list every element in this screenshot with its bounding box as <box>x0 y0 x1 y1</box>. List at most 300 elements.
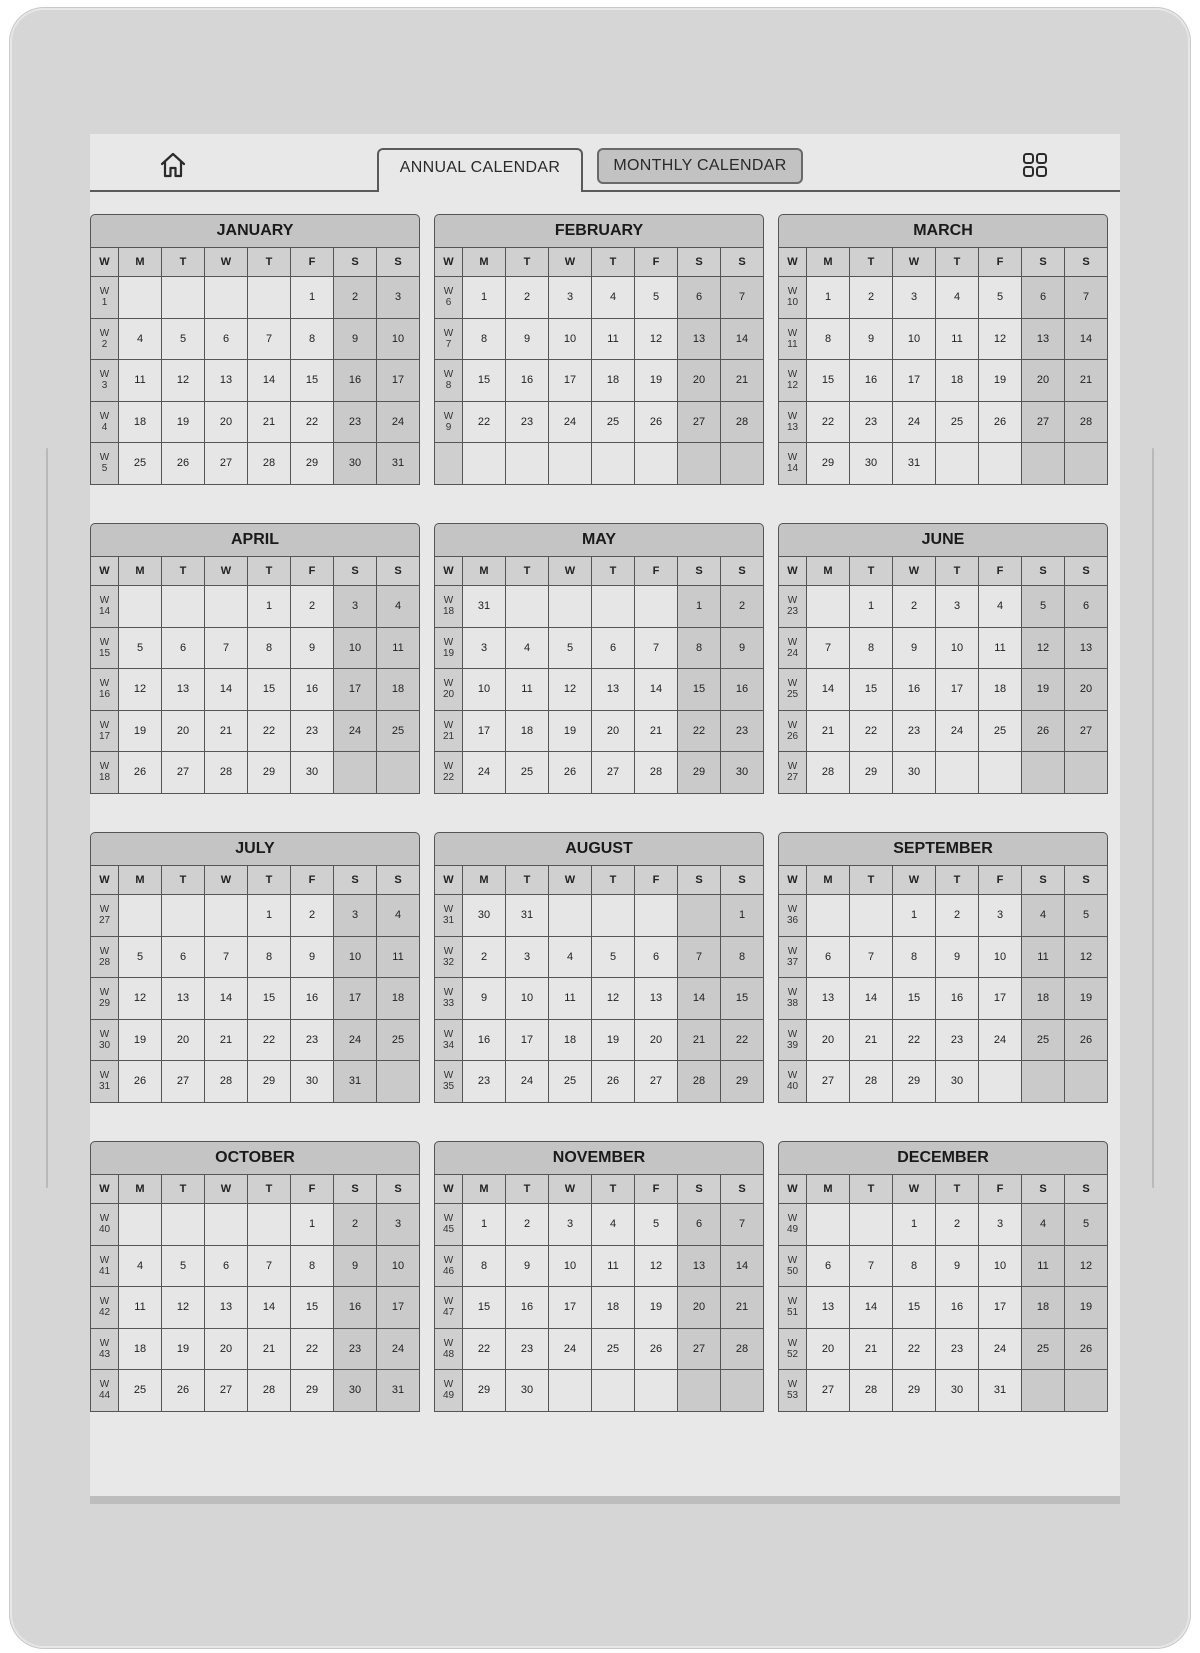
day-cell[interactable]: 31 <box>893 443 936 485</box>
day-cell[interactable]: 8 <box>291 1245 334 1287</box>
day-cell[interactable]: 27 <box>678 401 721 443</box>
day-cell[interactable]: 31 <box>463 586 506 628</box>
week-number-cell[interactable] <box>779 669 807 711</box>
day-cell[interactable]: 24 <box>334 710 377 752</box>
day-cell[interactable]: 28 <box>721 401 764 443</box>
day-cell[interactable]: 24 <box>506 1061 549 1103</box>
day-cell[interactable]: 2 <box>463 936 506 978</box>
day-cell[interactable]: 23 <box>893 710 936 752</box>
day-cell[interactable]: 17 <box>549 1287 592 1329</box>
day-cell[interactable]: 27 <box>592 752 635 794</box>
day-cell[interactable]: 2 <box>721 586 764 628</box>
day-cell[interactable] <box>592 1370 635 1412</box>
day-cell[interactable]: 16 <box>506 360 549 402</box>
day-cell[interactable]: 21 <box>721 1287 764 1329</box>
day-cell[interactable]: 4 <box>592 1204 635 1246</box>
day-cell[interactable]: 5 <box>119 936 162 978</box>
day-cell[interactable] <box>549 586 592 628</box>
day-cell[interactable] <box>377 752 420 794</box>
day-cell[interactable]: 29 <box>291 1370 334 1412</box>
day-cell[interactable]: 14 <box>205 669 248 711</box>
day-cell[interactable]: 22 <box>463 401 506 443</box>
day-cell[interactable]: 21 <box>678 1019 721 1061</box>
day-cell[interactable]: 5 <box>592 936 635 978</box>
day-cell[interactable]: 19 <box>592 1019 635 1061</box>
week-number-cell[interactable] <box>779 401 807 443</box>
day-cell[interactable] <box>119 895 162 937</box>
day-cell[interactable]: 24 <box>979 1328 1022 1370</box>
day-cell[interactable]: 7 <box>205 936 248 978</box>
day-cell[interactable] <box>119 277 162 319</box>
day-cell[interactable]: 17 <box>893 360 936 402</box>
day-cell[interactable]: 18 <box>592 360 635 402</box>
week-number-cell[interactable] <box>779 1370 807 1412</box>
day-cell[interactable]: 1 <box>248 586 291 628</box>
day-cell[interactable]: 13 <box>205 360 248 402</box>
week-number-cell[interactable] <box>91 1287 119 1329</box>
day-cell[interactable]: 25 <box>119 1370 162 1412</box>
week-number-cell[interactable] <box>435 978 463 1020</box>
day-cell[interactable]: 27 <box>162 1061 205 1103</box>
day-cell[interactable]: 5 <box>979 277 1022 319</box>
day-cell[interactable]: 17 <box>936 669 979 711</box>
day-cell[interactable]: 7 <box>1065 277 1108 319</box>
day-cell[interactable]: 25 <box>979 710 1022 752</box>
day-cell[interactable]: 11 <box>549 978 592 1020</box>
day-cell[interactable]: 30 <box>506 1370 549 1412</box>
day-cell[interactable]: 16 <box>463 1019 506 1061</box>
day-cell[interactable]: 9 <box>506 318 549 360</box>
day-cell[interactable]: 22 <box>721 1019 764 1061</box>
day-cell[interactable]: 30 <box>463 895 506 937</box>
day-cell[interactable]: 28 <box>248 443 291 485</box>
day-cell[interactable]: 16 <box>334 360 377 402</box>
day-cell[interactable]: 11 <box>119 360 162 402</box>
day-cell[interactable]: 24 <box>377 1328 420 1370</box>
week-number-cell[interactable] <box>435 710 463 752</box>
day-cell[interactable]: 13 <box>807 978 850 1020</box>
day-cell[interactable]: 28 <box>635 752 678 794</box>
day-cell[interactable]: 9 <box>506 1245 549 1287</box>
day-cell[interactable]: 17 <box>463 710 506 752</box>
day-cell[interactable]: 16 <box>893 669 936 711</box>
day-cell[interactable]: 28 <box>850 1061 893 1103</box>
day-cell[interactable]: 21 <box>1065 360 1108 402</box>
day-cell[interactable] <box>377 1061 420 1103</box>
day-cell[interactable]: 2 <box>936 1204 979 1246</box>
day-cell[interactable]: 14 <box>205 978 248 1020</box>
day-cell[interactable]: 7 <box>248 1245 291 1287</box>
day-cell[interactable] <box>205 1204 248 1246</box>
day-cell[interactable]: 23 <box>463 1061 506 1103</box>
day-cell[interactable]: 10 <box>377 318 420 360</box>
day-cell[interactable]: 9 <box>334 318 377 360</box>
day-cell[interactable]: 11 <box>119 1287 162 1329</box>
day-cell[interactable] <box>1022 1370 1065 1412</box>
day-cell[interactable]: 17 <box>334 669 377 711</box>
day-cell[interactable]: 17 <box>377 1287 420 1329</box>
day-cell[interactable]: 19 <box>1065 1287 1108 1329</box>
day-cell[interactable]: 20 <box>205 1328 248 1370</box>
day-cell[interactable]: 14 <box>248 1287 291 1329</box>
day-cell[interactable]: 10 <box>506 978 549 1020</box>
day-cell[interactable] <box>979 1061 1022 1103</box>
day-cell[interactable]: 31 <box>334 1061 377 1103</box>
month-title[interactable]: JULY <box>90 832 420 865</box>
day-cell[interactable]: 22 <box>893 1328 936 1370</box>
day-cell[interactable]: 9 <box>721 627 764 669</box>
day-cell[interactable]: 19 <box>1022 669 1065 711</box>
day-cell[interactable]: 30 <box>334 1370 377 1412</box>
day-cell[interactable]: 2 <box>850 277 893 319</box>
week-number-cell[interactable] <box>91 895 119 937</box>
day-cell[interactable]: 28 <box>205 752 248 794</box>
day-cell[interactable] <box>807 895 850 937</box>
day-cell[interactable]: 13 <box>678 318 721 360</box>
day-cell[interactable] <box>592 443 635 485</box>
day-cell[interactable]: 3 <box>377 277 420 319</box>
day-cell[interactable]: 3 <box>549 1204 592 1246</box>
day-cell[interactable]: 7 <box>248 318 291 360</box>
day-cell[interactable]: 28 <box>248 1370 291 1412</box>
day-cell[interactable]: 30 <box>291 1061 334 1103</box>
day-cell[interactable]: 23 <box>936 1019 979 1061</box>
day-cell[interactable]: 20 <box>162 1019 205 1061</box>
week-number-cell[interactable] <box>91 1328 119 1370</box>
day-cell[interactable] <box>850 1204 893 1246</box>
day-cell[interactable]: 19 <box>1065 978 1108 1020</box>
day-cell[interactable]: 26 <box>162 1370 205 1412</box>
day-cell[interactable]: 5 <box>1065 895 1108 937</box>
week-number-cell[interactable] <box>779 443 807 485</box>
day-cell[interactable]: 13 <box>205 1287 248 1329</box>
day-cell[interactable] <box>549 443 592 485</box>
day-cell[interactable]: 20 <box>807 1019 850 1061</box>
week-number-cell[interactable] <box>779 627 807 669</box>
day-cell[interactable]: 12 <box>635 318 678 360</box>
day-cell[interactable]: 8 <box>678 627 721 669</box>
day-cell[interactable]: 30 <box>721 752 764 794</box>
day-cell[interactable]: 28 <box>678 1061 721 1103</box>
week-number-cell[interactable] <box>91 401 119 443</box>
day-cell[interactable]: 16 <box>936 978 979 1020</box>
day-cell[interactable]: 22 <box>850 710 893 752</box>
day-cell[interactable]: 29 <box>678 752 721 794</box>
week-number-cell[interactable] <box>779 318 807 360</box>
day-cell[interactable]: 10 <box>979 936 1022 978</box>
day-cell[interactable]: 6 <box>205 318 248 360</box>
day-cell[interactable]: 20 <box>678 1287 721 1329</box>
month-title[interactable]: JANUARY <box>90 214 420 247</box>
day-cell[interactable]: 21 <box>721 360 764 402</box>
day-cell[interactable]: 2 <box>893 586 936 628</box>
day-cell[interactable]: 21 <box>248 1328 291 1370</box>
day-cell[interactable]: 3 <box>893 277 936 319</box>
day-cell[interactable]: 12 <box>1065 1245 1108 1287</box>
day-cell[interactable]: 7 <box>721 1204 764 1246</box>
day-cell[interactable]: 23 <box>506 401 549 443</box>
day-cell[interactable]: 25 <box>506 752 549 794</box>
day-cell[interactable]: 25 <box>1022 1019 1065 1061</box>
day-cell[interactable]: 12 <box>1022 627 1065 669</box>
tab-annual-calendar[interactable]: ANNUAL CALENDAR <box>377 148 583 192</box>
day-cell[interactable] <box>979 752 1022 794</box>
day-cell[interactable]: 26 <box>1065 1328 1108 1370</box>
day-cell[interactable]: 10 <box>377 1245 420 1287</box>
day-cell[interactable]: 26 <box>635 1328 678 1370</box>
day-cell[interactable]: 26 <box>1065 1019 1108 1061</box>
week-number-cell[interactable] <box>91 1061 119 1103</box>
day-cell[interactable]: 15 <box>850 669 893 711</box>
day-cell[interactable] <box>936 443 979 485</box>
day-cell[interactable]: 5 <box>162 318 205 360</box>
day-cell[interactable] <box>635 586 678 628</box>
week-number-cell[interactable] <box>779 586 807 628</box>
day-cell[interactable]: 21 <box>807 710 850 752</box>
day-cell[interactable] <box>205 586 248 628</box>
day-cell[interactable]: 3 <box>936 586 979 628</box>
day-cell[interactable]: 7 <box>678 936 721 978</box>
day-cell[interactable] <box>678 443 721 485</box>
day-cell[interactable]: 5 <box>162 1245 205 1287</box>
week-number-cell[interactable] <box>435 1061 463 1103</box>
day-cell[interactable]: 11 <box>1022 1245 1065 1287</box>
week-number-cell[interactable] <box>435 752 463 794</box>
day-cell[interactable]: 3 <box>463 627 506 669</box>
day-cell[interactable]: 15 <box>291 1287 334 1329</box>
day-cell[interactable] <box>463 443 506 485</box>
day-cell[interactable]: 16 <box>291 978 334 1020</box>
day-cell[interactable]: 27 <box>1022 401 1065 443</box>
day-cell[interactable]: 18 <box>1022 1287 1065 1329</box>
day-cell[interactable]: 15 <box>248 669 291 711</box>
day-cell[interactable]: 14 <box>248 360 291 402</box>
week-number-cell[interactable] <box>435 360 463 402</box>
day-cell[interactable]: 8 <box>291 318 334 360</box>
day-cell[interactable]: 29 <box>893 1370 936 1412</box>
day-cell[interactable]: 30 <box>936 1061 979 1103</box>
day-cell[interactable]: 29 <box>807 443 850 485</box>
day-cell[interactable]: 8 <box>248 936 291 978</box>
day-cell[interactable]: 15 <box>807 360 850 402</box>
day-cell[interactable]: 22 <box>248 1019 291 1061</box>
day-cell[interactable]: 6 <box>205 1245 248 1287</box>
day-cell[interactable]: 19 <box>162 401 205 443</box>
day-cell[interactable] <box>205 895 248 937</box>
day-cell[interactable] <box>721 1370 764 1412</box>
day-cell[interactable]: 14 <box>721 318 764 360</box>
week-number-cell[interactable] <box>779 710 807 752</box>
day-cell[interactable]: 6 <box>678 1204 721 1246</box>
day-cell[interactable]: 14 <box>807 669 850 711</box>
day-cell[interactable] <box>1065 1370 1108 1412</box>
day-cell[interactable]: 11 <box>506 669 549 711</box>
day-cell[interactable] <box>248 277 291 319</box>
day-cell[interactable]: 23 <box>721 710 764 752</box>
day-cell[interactable]: 22 <box>248 710 291 752</box>
day-cell[interactable]: 8 <box>807 318 850 360</box>
day-cell[interactable]: 26 <box>549 752 592 794</box>
day-cell[interactable]: 21 <box>205 1019 248 1061</box>
month-title[interactable]: DECEMBER <box>778 1141 1108 1174</box>
day-cell[interactable]: 11 <box>377 627 420 669</box>
month-title[interactable]: NOVEMBER <box>434 1141 764 1174</box>
day-cell[interactable]: 23 <box>850 401 893 443</box>
day-cell[interactable]: 10 <box>334 627 377 669</box>
day-cell[interactable]: 15 <box>463 360 506 402</box>
day-cell[interactable]: 14 <box>850 978 893 1020</box>
month-title[interactable]: OCTOBER <box>90 1141 420 1174</box>
week-number-cell[interactable] <box>779 1328 807 1370</box>
day-cell[interactable]: 13 <box>162 669 205 711</box>
day-cell[interactable] <box>334 752 377 794</box>
week-number-cell[interactable] <box>91 443 119 485</box>
week-number-cell[interactable] <box>435 1287 463 1329</box>
day-cell[interactable]: 15 <box>893 1287 936 1329</box>
day-cell[interactable]: 15 <box>893 978 936 1020</box>
day-cell[interactable]: 1 <box>721 895 764 937</box>
day-cell[interactable]: 16 <box>850 360 893 402</box>
day-cell[interactable]: 30 <box>936 1370 979 1412</box>
week-number-cell[interactable] <box>91 360 119 402</box>
day-cell[interactable]: 16 <box>506 1287 549 1329</box>
month-title[interactable]: MAY <box>434 523 764 556</box>
week-number-cell[interactable] <box>435 1245 463 1287</box>
day-cell[interactable]: 4 <box>377 895 420 937</box>
day-cell[interactable]: 15 <box>291 360 334 402</box>
day-cell[interactable]: 3 <box>979 895 1022 937</box>
day-cell[interactable]: 19 <box>119 710 162 752</box>
day-cell[interactable] <box>592 895 635 937</box>
day-cell[interactable]: 4 <box>592 277 635 319</box>
week-number-cell[interactable] <box>435 277 463 319</box>
day-cell[interactable]: 1 <box>807 277 850 319</box>
day-cell[interactable]: 18 <box>1022 978 1065 1020</box>
day-cell[interactable]: 7 <box>850 936 893 978</box>
day-cell[interactable]: 17 <box>549 360 592 402</box>
month-title[interactable]: APRIL <box>90 523 420 556</box>
day-cell[interactable] <box>1065 752 1108 794</box>
week-number-cell[interactable] <box>779 1019 807 1061</box>
day-cell[interactable]: 22 <box>291 1328 334 1370</box>
day-cell[interactable]: 8 <box>893 936 936 978</box>
day-cell[interactable]: 2 <box>936 895 979 937</box>
day-cell[interactable]: 22 <box>463 1328 506 1370</box>
day-cell[interactable]: 1 <box>678 586 721 628</box>
day-cell[interactable]: 2 <box>506 1204 549 1246</box>
day-cell[interactable]: 6 <box>1065 586 1108 628</box>
day-cell[interactable]: 20 <box>592 710 635 752</box>
day-cell[interactable]: 7 <box>635 627 678 669</box>
day-cell[interactable]: 3 <box>334 895 377 937</box>
day-cell[interactable]: 1 <box>850 586 893 628</box>
day-cell[interactable]: 27 <box>635 1061 678 1103</box>
day-cell[interactable]: 25 <box>377 710 420 752</box>
day-cell[interactable]: 8 <box>248 627 291 669</box>
day-cell[interactable]: 5 <box>119 627 162 669</box>
day-cell[interactable]: 29 <box>721 1061 764 1103</box>
day-cell[interactable]: 3 <box>549 277 592 319</box>
day-cell[interactable]: 26 <box>635 401 678 443</box>
day-cell[interactable]: 8 <box>463 318 506 360</box>
day-cell[interactable]: 14 <box>850 1287 893 1329</box>
day-cell[interactable]: 5 <box>635 277 678 319</box>
week-number-cell[interactable] <box>779 936 807 978</box>
week-number-cell[interactable] <box>435 895 463 937</box>
day-cell[interactable]: 15 <box>721 978 764 1020</box>
day-cell[interactable]: 26 <box>119 752 162 794</box>
day-cell[interactable]: 20 <box>205 401 248 443</box>
week-number-cell[interactable] <box>91 669 119 711</box>
day-cell[interactable] <box>979 443 1022 485</box>
day-cell[interactable]: 9 <box>936 1245 979 1287</box>
day-cell[interactable]: 31 <box>377 1370 420 1412</box>
day-cell[interactable]: 7 <box>807 627 850 669</box>
day-cell[interactable]: 27 <box>205 1370 248 1412</box>
day-cell[interactable]: 4 <box>506 627 549 669</box>
day-cell[interactable]: 23 <box>936 1328 979 1370</box>
day-cell[interactable]: 12 <box>162 1287 205 1329</box>
day-cell[interactable]: 11 <box>979 627 1022 669</box>
week-number-cell[interactable] <box>435 1328 463 1370</box>
week-number-cell[interactable] <box>91 586 119 628</box>
day-cell[interactable]: 23 <box>506 1328 549 1370</box>
day-cell[interactable]: 25 <box>592 1328 635 1370</box>
day-cell[interactable]: 24 <box>893 401 936 443</box>
month-title[interactable]: SEPTEMBER <box>778 832 1108 865</box>
week-number-cell[interactable] <box>435 936 463 978</box>
week-number-cell[interactable] <box>91 627 119 669</box>
day-cell[interactable]: 11 <box>936 318 979 360</box>
week-number-cell[interactable] <box>91 936 119 978</box>
day-cell[interactable]: 13 <box>678 1245 721 1287</box>
week-number-cell[interactable] <box>779 895 807 937</box>
month-title[interactable]: MARCH <box>778 214 1108 247</box>
day-cell[interactable]: 15 <box>678 669 721 711</box>
day-cell[interactable]: 13 <box>592 669 635 711</box>
day-cell[interactable]: 26 <box>119 1061 162 1103</box>
day-cell[interactable]: 1 <box>893 895 936 937</box>
day-cell[interactable]: 15 <box>248 978 291 1020</box>
day-cell[interactable]: 12 <box>119 978 162 1020</box>
week-number-cell[interactable] <box>435 1019 463 1061</box>
day-cell[interactable]: 30 <box>893 752 936 794</box>
day-cell[interactable]: 5 <box>1022 586 1065 628</box>
day-cell[interactable]: 17 <box>506 1019 549 1061</box>
week-number-cell[interactable] <box>779 1245 807 1287</box>
day-cell[interactable]: 23 <box>334 1328 377 1370</box>
day-cell[interactable]: 18 <box>119 1328 162 1370</box>
day-cell[interactable]: 2 <box>291 895 334 937</box>
day-cell[interactable]: 10 <box>463 669 506 711</box>
day-cell[interactable] <box>1022 443 1065 485</box>
day-cell[interactable]: 8 <box>463 1245 506 1287</box>
day-cell[interactable]: 18 <box>979 669 1022 711</box>
grid-icon[interactable] <box>1018 148 1052 182</box>
day-cell[interactable]: 25 <box>936 401 979 443</box>
day-cell[interactable]: 25 <box>119 443 162 485</box>
week-number-cell[interactable] <box>435 401 463 443</box>
day-cell[interactable]: 5 <box>1065 1204 1108 1246</box>
day-cell[interactable]: 19 <box>119 1019 162 1061</box>
day-cell[interactable]: 11 <box>377 936 420 978</box>
day-cell[interactable]: 4 <box>377 586 420 628</box>
day-cell[interactable]: 17 <box>334 978 377 1020</box>
day-cell[interactable]: 9 <box>334 1245 377 1287</box>
day-cell[interactable]: 8 <box>850 627 893 669</box>
week-number-cell[interactable] <box>91 1019 119 1061</box>
day-cell[interactable] <box>162 586 205 628</box>
